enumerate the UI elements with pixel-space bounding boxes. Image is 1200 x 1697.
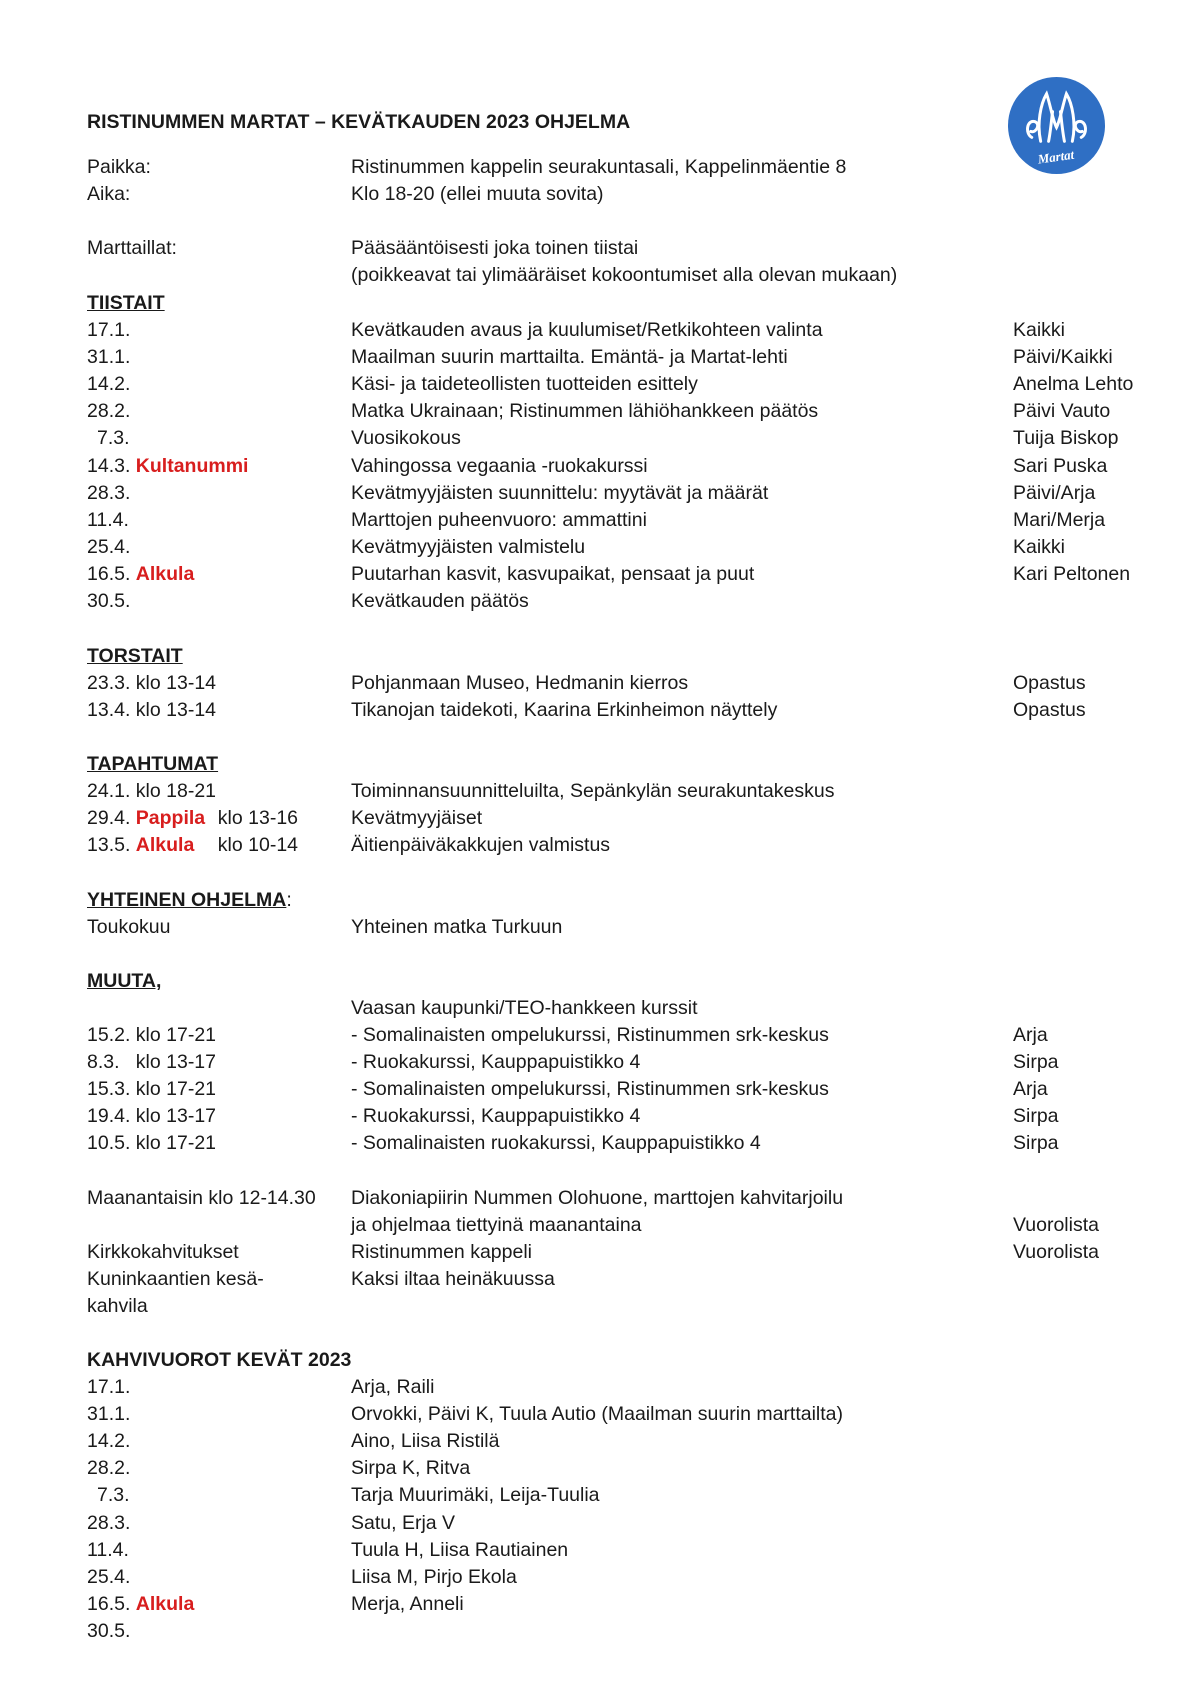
kahvivuoro-date: 25.4.: [87, 1565, 131, 1588]
paikka-label: Paikka:: [87, 156, 151, 178]
kahvivuorot-heading: KAHVIVUOROT KEVÄT 2023: [87, 1349, 352, 1371]
tapahtuma-date: 29.4.: [87, 807, 131, 830]
tiistai-description: Marttojen puheenvuoro: ammattini: [351, 508, 647, 531]
kurssi-description: - Somalinaisten ompelukurssi, Ristinummen srk-keskus: [351, 1024, 829, 1046]
torstai-description: Tikanojan taidekoti, Kaarina Erkinheimon näyttely: [351, 699, 778, 722]
tiistai-date-cell: [87, 453, 248, 480]
tapahtuma-row: [0, 832, 1200, 859]
kahvivuoro-date: 28.3.: [87, 1511, 131, 1534]
tiistai-date-cell: [87, 480, 130, 507]
kahvivuoro-date-cell: [87, 1618, 130, 1645]
info-aika-row: [0, 181, 1200, 208]
tiistai-description: Vuosikokous: [351, 427, 461, 450]
tiistai-date: 28.2.: [87, 400, 131, 423]
tiistai-date: 14.2.: [87, 373, 131, 396]
yhteinen-heading: YHTEINEN OHJELMA: [87, 889, 287, 911]
kurssi-description: - Ruokakurssi, Kauppapuistikko 4: [351, 1105, 641, 1128]
tiistai-row: [0, 371, 1200, 398]
maanantai-row: [0, 1185, 1200, 1212]
kurssi-row: [0, 1076, 1200, 1103]
tiistai-description: Puutarhan kasvit, kasvupaikat, pensaat ja puut: [351, 562, 755, 585]
aika-value: Klo 18-20 (ellei muuta sovita): [351, 183, 604, 205]
kurssi-responsible: Sirpa: [1013, 1105, 1059, 1128]
kahvivuoro-date-cell: [87, 1428, 130, 1455]
kahvivuoro-date: 31.1.: [87, 1403, 131, 1426]
tiistait-heading: TIISTAIT: [87, 292, 165, 314]
kahvivuoro-row: [0, 1374, 1200, 1401]
tiistai-date-cell: [87, 534, 130, 561]
kurssi-responsible: Arja: [1013, 1078, 1048, 1101]
kahvivuoro-date-cell: [87, 1455, 130, 1482]
kahvivuoro-row: [0, 1537, 1200, 1564]
kurssi-date: 8.3. klo 13-17: [87, 1051, 216, 1074]
torstai-description: Pohjanmaan Museo, Hedmanin kierros: [351, 672, 689, 694]
tiistai-description: Käsi- ja taideteollisten tuotteiden esittely: [351, 373, 698, 396]
kahvivuoro-row: [0, 1455, 1200, 1482]
kurssi-date: 15.3. klo 17-21: [87, 1078, 217, 1101]
kahvivuoro-date: 16.5.: [87, 1592, 131, 1615]
torstai-row: [0, 697, 1200, 724]
document-title: RISTINUMMEN MARTAT – KEVÄTKAUDEN 2023 OHJELMA: [87, 111, 631, 133]
yhteinen-row: [0, 914, 1200, 941]
muuta-subtitle-row: [0, 995, 1200, 1022]
tiistai-description: Kevätmyyjäisten suunnittelu: myytävät ja määrät: [351, 481, 769, 504]
kirkko-value: Ristinummen kappeli: [351, 1241, 532, 1263]
kahvivuoro-date-cell: [87, 1482, 130, 1509]
tapahtuma-date: 24.1. klo 18-21: [87, 780, 217, 802]
tapahtuma-place: Alkula: [135, 834, 195, 857]
tiistai-date-cell: [87, 561, 194, 588]
tapahtumat-heading: TAPAHTUMAT: [87, 753, 219, 775]
kahvivuoro-date-cell: [87, 1401, 130, 1428]
tiistai-row: [0, 425, 1200, 452]
tiistai-date: 16.5.: [87, 562, 131, 585]
yhteinen-label: Toukokuu: [87, 916, 171, 938]
kahvivuoro-place: Alkula: [135, 1592, 195, 1615]
tapahtuma-time: klo 13-16: [217, 807, 299, 830]
kahvivuoro-names: Sirpa K, Ritva: [351, 1457, 471, 1480]
tiistai-description: Kevätkauden avaus ja kuulumiset/Retkikohteen valinta: [351, 319, 823, 341]
info-marttaillat-row-2: [0, 262, 1200, 289]
kahvivuoro-date-cell: [87, 1537, 129, 1564]
kahvivuoro-date: 17.1.: [87, 1376, 131, 1398]
tapahtuma-date-cell: [87, 805, 298, 832]
kesa-row: [0, 1266, 1200, 1293]
kurssi-responsible: Arja: [1013, 1024, 1048, 1046]
tiistai-date: 14.3.: [87, 454, 131, 477]
tiistai-row: [0, 588, 1200, 615]
tiistai-row: [0, 561, 1200, 588]
tiistai-responsible: Anelma Lehto: [1013, 373, 1134, 396]
marttaillat-value: Pääsääntöisesti joka toinen tiistai: [351, 237, 639, 259]
kahvivuoro-row: [0, 1618, 1200, 1645]
kesa-value: Kaksi iltaa heinäkuussa: [351, 1268, 555, 1290]
tapahtuma-date: 13.5.: [87, 834, 131, 857]
tiistai-date: 28.3.: [87, 481, 131, 504]
tapahtuma-date-cell: [87, 778, 216, 805]
tiistai-description: Maailman suurin marttailta. Emäntä- ja Martat-lehti: [351, 346, 788, 369]
kahvivuoro-date-cell: [87, 1564, 130, 1591]
maanantai-value-2: ja ohjelmaa tiettyinä maanantaina: [351, 1214, 642, 1236]
kahvivuoro-date: 14.2.: [87, 1430, 131, 1453]
tiistai-date-cell: [87, 344, 130, 371]
info-paikka-row: [0, 154, 1200, 181]
tiistai-responsible: Sari Puska: [1013, 454, 1108, 477]
tiistai-responsible: Tuija Biskop: [1013, 427, 1119, 450]
tiistai-responsible: Kari Peltonen: [1013, 562, 1131, 585]
kurssi-date: 19.4. klo 13-17: [87, 1105, 217, 1128]
kahvivuoro-row: [0, 1401, 1200, 1428]
kahvivuoro-date: 28.2.: [87, 1457, 131, 1480]
tiistai-responsible: Päivi Vauto: [1013, 400, 1111, 423]
tiistai-row: [0, 317, 1200, 344]
torstai-responsible: Opastus: [1013, 699, 1086, 722]
kahvivuoro-row: [0, 1591, 1200, 1618]
kurssi-description: - Somalinaisten ruokakurssi, Kauppapuistikko 4: [351, 1132, 761, 1155]
tiistai-date-cell: [87, 371, 130, 398]
tiistai-date: 30.5.: [87, 590, 131, 612]
marttaillat-value-2: (poikkeavat tai ylimääräiset kokoontumiset alla olevan mukaan): [351, 264, 898, 286]
marttaillat-label: Marttaillat:: [87, 237, 177, 259]
tiistait-heading-row: [0, 290, 1200, 317]
tiistai-responsible: Päivi/Kaikki: [1013, 346, 1113, 369]
kahvivuoro-date-cell: [87, 1591, 194, 1618]
kahvivuoro-row: [0, 1564, 1200, 1591]
muuta-heading-row: [0, 968, 1200, 995]
tiistai-row: [0, 453, 1200, 480]
torstai-date: 23.3. klo 13-14: [87, 672, 217, 694]
tiistai-date-cell: [87, 317, 130, 344]
torstai-row: [0, 670, 1200, 697]
muuta-subtitle: Vaasan kaupunki/TEO-hankkeen kurssit: [351, 997, 698, 1019]
tiistai-date: 17.1.: [87, 319, 131, 341]
tiistai-date: 31.1.: [87, 346, 131, 369]
tiistai-description: Matka Ukrainaan; Ristinummen lähiöhankkeen päätös: [351, 400, 819, 423]
tiistai-date-cell: [87, 588, 130, 615]
muuta-heading: MUUTA,: [87, 970, 162, 992]
kurssi-date: 10.5. klo 17-21: [87, 1132, 217, 1155]
kahvivuoro-row: [0, 1510, 1200, 1537]
tiistai-responsible: Mari/Merja: [1013, 508, 1106, 531]
tiistai-date: 7.3.: [97, 427, 130, 450]
tiistai-description: Vahingossa vegaania -ruokakurssi: [351, 454, 648, 477]
tiistai-responsible: Päivi/Arja: [1013, 481, 1096, 504]
tiistai-responsible: Kaikki: [1013, 535, 1066, 558]
tapahtuma-row: [0, 778, 1200, 805]
tapahtuma-place: Pappila: [135, 807, 206, 830]
tiistai-date: 11.4.: [87, 508, 129, 531]
torstait-heading: TORSTAIT: [87, 645, 183, 667]
maanantai-label: Maanantaisin klo 12-14.30: [87, 1187, 316, 1209]
tiistai-responsible: Kaikki: [1013, 319, 1066, 341]
kurssi-row: [0, 1022, 1200, 1049]
kahvivuoro-row: [0, 1428, 1200, 1455]
kurssi-row: [0, 1130, 1200, 1157]
torstai-date: 13.4. klo 13-14: [87, 699, 217, 722]
tiistai-row: [0, 480, 1200, 507]
kahvivuoro-names: Orvokki, Päivi K, Tuula Autio (Maailman suurin marttailta): [351, 1403, 844, 1426]
tiistai-date: 25.4.: [87, 535, 131, 558]
yhteinen-heading-row: [0, 887, 1200, 914]
kesa-label-2: kahvila: [87, 1295, 148, 1317]
yhteinen-colon: :: [286, 889, 292, 911]
aika-label: Aika:: [87, 183, 131, 205]
info-marttaillat-row: [0, 235, 1200, 262]
tapahtumat-heading-row: [0, 751, 1200, 778]
tiistai-date-cell: [87, 398, 130, 425]
tapahtuma-description: Kevätmyyjäiset: [351, 807, 483, 830]
kurssi-row: [0, 1049, 1200, 1076]
kurssi-date: 15.2. klo 17-21: [87, 1024, 217, 1046]
kahvivuorot-heading-row: [0, 1347, 1200, 1374]
paikka-value: Ristinummen kappelin seurakuntasali, Kappelinmäentie 8: [351, 156, 847, 178]
tiistai-row: [0, 507, 1200, 534]
kurssi-responsible: Sirpa: [1013, 1132, 1059, 1155]
tiistai-place: Alkula: [135, 562, 195, 585]
maanantai-row-2: [0, 1212, 1200, 1239]
tiistai-row: [0, 344, 1200, 371]
kahvivuoro-date: 30.5.: [87, 1619, 131, 1642]
kirkko-row: [0, 1239, 1200, 1266]
kurssi-description: - Ruokakurssi, Kauppapuistikko 4: [351, 1051, 641, 1074]
yhteinen-value: Yhteinen matka Turkuun: [351, 916, 563, 938]
tapahtuma-time: klo 10-14: [217, 834, 299, 857]
torstai-responsible: Opastus: [1013, 672, 1086, 694]
kesa-label: Kuninkaantien kesä-: [87, 1268, 264, 1290]
tapahtuma-description: Äitienpäiväkakkujen valmistus: [351, 834, 611, 857]
tiistai-date-cell: [87, 425, 130, 452]
kahvivuoro-date: 7.3.: [97, 1484, 130, 1507]
kurssi-description: - Somalinaisten ompelukurssi, Ristinummen srk-keskus: [351, 1078, 829, 1101]
kurssi-row: [0, 1103, 1200, 1130]
tiistai-row: [0, 534, 1200, 561]
maanantai-value: Diakoniapiirin Nummen Olohuone, marttojen kahvitarjoilu: [351, 1187, 844, 1209]
tapahtuma-row: [0, 805, 1200, 832]
maanantai-who: Vuorolista: [1013, 1214, 1099, 1236]
kesa-row-2: [0, 1293, 1200, 1320]
torstait-heading-row: [0, 643, 1200, 670]
kahvivuoro-date: 11.4.: [87, 1538, 129, 1561]
tiistai-place: Kultanummi: [135, 454, 249, 477]
tapahtuma-date-cell: [87, 832, 298, 859]
kahvivuoro-names: Merja, Anneli: [351, 1592, 464, 1615]
logo-text: Martat: [1036, 147, 1075, 167]
kirkko-who: Vuorolista: [1013, 1241, 1099, 1263]
kahvivuoro-names: Tuula H, Liisa Rautiainen: [351, 1538, 569, 1561]
tiistai-description: Kevätkauden päätös: [351, 590, 529, 612]
kahvivuoro-date-cell: [87, 1374, 130, 1401]
kirkko-label: Kirkkokahvitukset: [87, 1241, 239, 1263]
kahvivuoro-names: Aino, Liisa Ristilä: [351, 1430, 500, 1453]
kurssi-responsible: Sirpa: [1013, 1051, 1059, 1074]
kahvivuoro-date-cell: [87, 1510, 130, 1537]
kahvivuoro-names: Satu, Erja V: [351, 1511, 456, 1534]
tiistai-description: Kevätmyyjäisten valmistelu: [351, 535, 586, 558]
tiistai-row: [0, 398, 1200, 425]
kahvivuoro-row: [0, 1482, 1200, 1509]
kahvivuoro-names: Arja, Raili: [351, 1376, 435, 1398]
tiistai-date-cell: [87, 507, 129, 534]
kahvivuoro-names: Liisa M, Pirjo Ekola: [351, 1565, 517, 1588]
tapahtuma-description: Toiminnansuunnitteluilta, Sepänkylän seurakuntakeskus: [351, 780, 835, 802]
kahvivuoro-names: Tarja Muurimäki, Leija-Tuulia: [351, 1484, 600, 1507]
